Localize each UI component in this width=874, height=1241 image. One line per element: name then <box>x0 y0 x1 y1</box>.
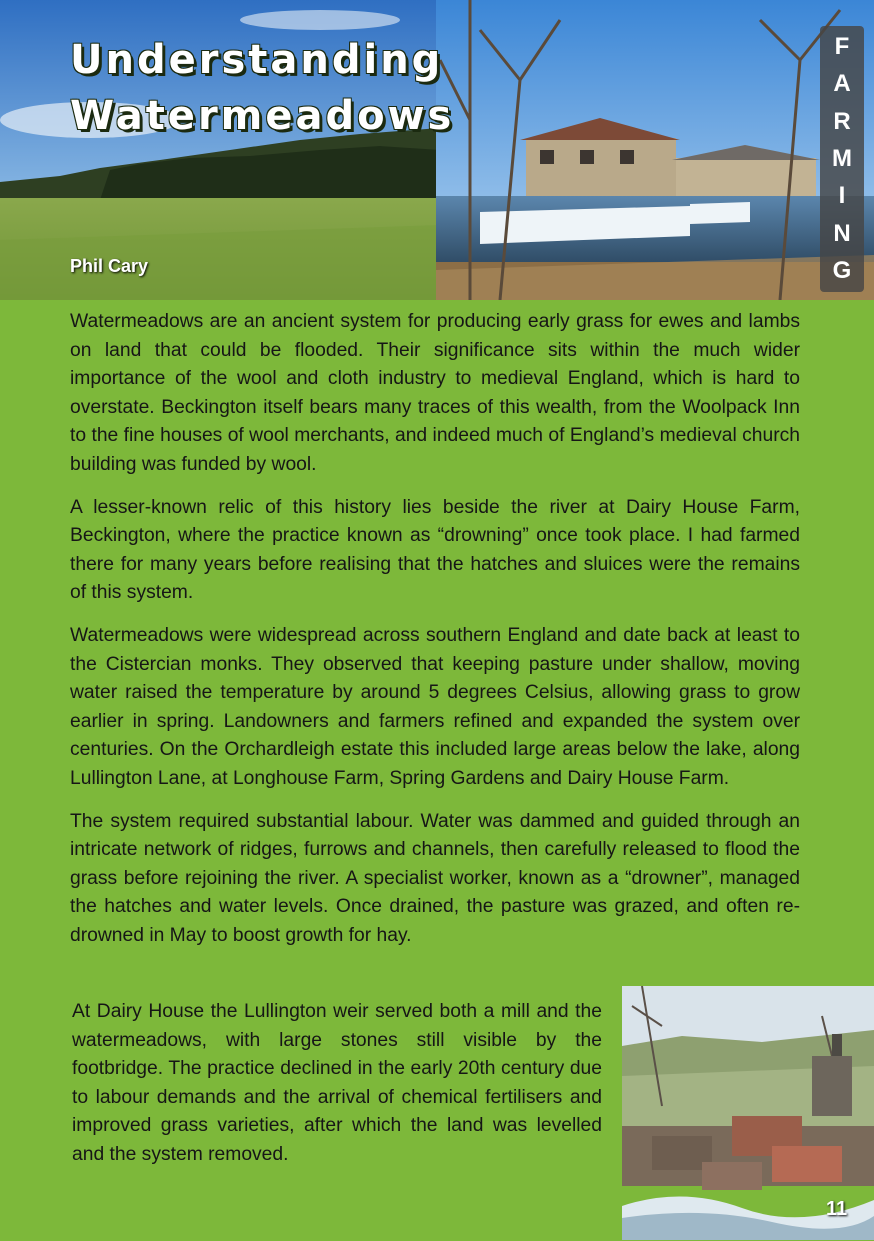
section-letter: N <box>833 219 851 247</box>
paragraph: The system required substantial labour. Water was dammed and guided through an intricate network of ridges, furrows and channels, then carefully released to flood the grass before rejoining the river. A specialist worker, known as a “drowner”, managed the hatches and water levels. Once drained, the pasture was grazed, and often re-drowned in May to boost growth for hay. <box>70 810 800 946</box>
header-banner <box>0 0 874 300</box>
paragraph: Watermeadows were widespread across southern England and date back at least to the Cistercian monks. They observed that keeping pasture under shallow, moving water raised the temperature by around 5 degrees Celsius, allowing grass to grow earlier in spring. Landowners and farmers refined and expanded the system over centuries. On the Orchardleigh estate this included large areas below the lake, along Lullington Lane, at Longhouse Farm, Spring Gardens and Dairy House Farm. <box>70 624 800 789</box>
section-letter: R <box>833 107 851 135</box>
article-body <box>70 308 800 964</box>
paragraph: A lesser-known relic of this history lies beside the river at Dairy House Farm, Beckington, where the practice known as “drowning” once took place. I had farmed there for many years before realising that the hatches and sluices were the remains of this system. <box>70 496 800 604</box>
section-letter: G <box>832 257 852 285</box>
article-title <box>70 32 454 144</box>
page-number: 11 <box>826 1198 848 1220</box>
section-letter: I <box>838 182 846 210</box>
title-line-1: Understanding <box>70 37 444 83</box>
title-line-2: Watermeadows <box>70 93 455 139</box>
section-letter: A <box>833 70 851 98</box>
paragraph: Watermeadows are an ancient system for producing early grass for ewes and lambs on land that could be flooded. Their significance sits within the much wider importance of the wool and cloth industry to medieval England, which is hard to overstate. Beckington itself bears many traces of this wealth, from the Woolpack Inn to the fine houses of wool merchants, and indeed much of England’s medieval church building was funded by wool. <box>70 311 800 475</box>
section-tab-farming <box>820 26 864 292</box>
section-letter: M <box>832 144 852 172</box>
section-letter: F <box>834 32 850 60</box>
author-name: Phil Cary <box>70 256 149 276</box>
paragraph: At Dairy House the Lullington weir served both a mill and the watermeadows, with large stones still visible by the footbridge. The practice declined in the early 20th century due to labour demands and the arrival of chemical fertilisers and improved grass varieties, after which the land was levelled and the system removed. <box>72 1001 602 1165</box>
